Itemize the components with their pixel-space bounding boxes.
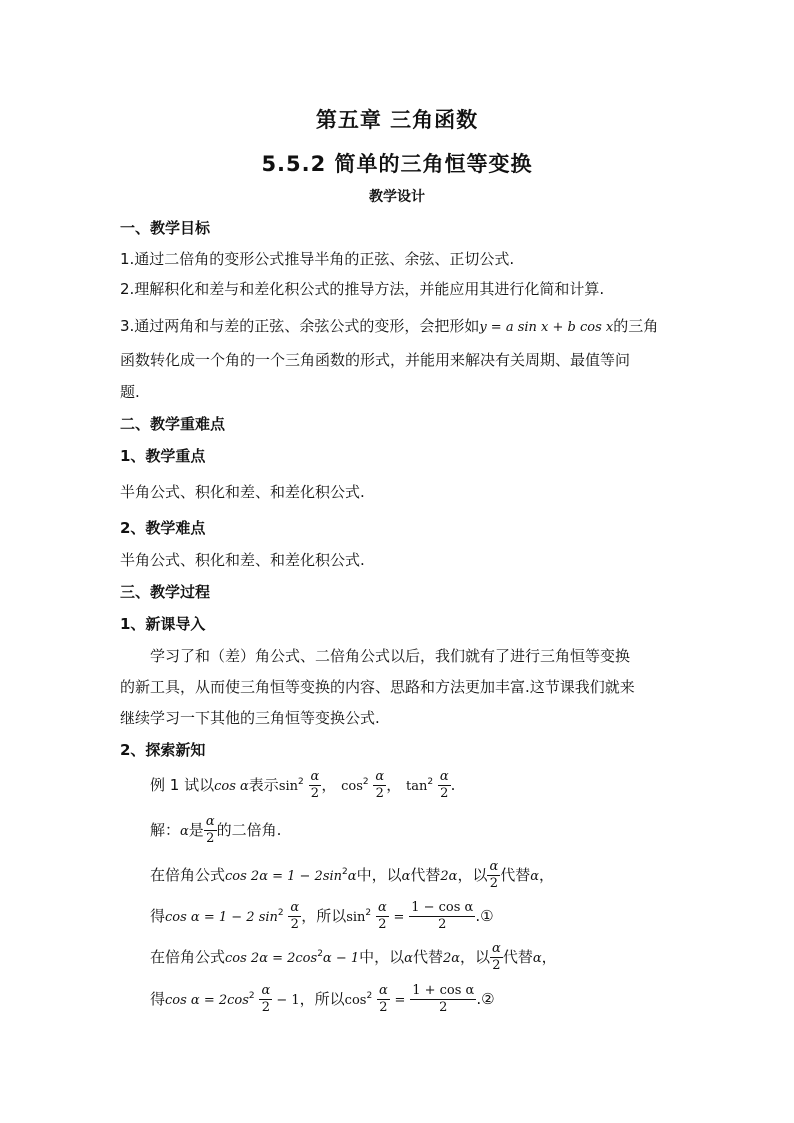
intro-paragraph-line-2: 的新工具，从而使三角恒等变换的内容、思路和方法更加丰富.这节课我们就来	[120, 678, 635, 696]
goal-item-1: 1.通过二倍角的变形公式推导半角的正弦、余弦、正切公式.	[120, 250, 515, 268]
solution-intro: 解：α是 $\frac{\alpha}{2}$ 的二倍角.	[150, 814, 282, 846]
process-heading: 三、教学过程	[120, 583, 211, 601]
fraction-alpha-over-2: $\frac{\alpha}{2}$	[205, 814, 215, 846]
solution-line-2: 得cos α = 1 − 2 $\sin^2$ $\frac{\alpha}{2}$ ，所以$\sin^2$ $\frac{\alpha}{2}$ = $\frac{\text{1 − cos α}}{2}$ .①	[150, 900, 494, 932]
goal-item-3-line-2: 函数转化成一个角的一个三角函数的形式，并能用来解决有关周期、最值等问	[120, 351, 631, 369]
intro-paragraph-line-1: 学习了和（差）角公式、二倍角公式以后，我们就有了进行三角恒等变换	[150, 647, 631, 665]
fraction-alpha-over-2: $\frac{\alpha}{2}$	[439, 769, 449, 801]
key-focus-text: 半角公式、积化和差、和差化积公式.	[120, 483, 365, 501]
fraction-one-minus-cos-over-2: $\frac{\text{1 − cos α}}{2}$	[411, 900, 474, 932]
goal-item-3-line-1: 3.通过两角和与差的正弦、余弦公式的变形，会把形如y = a sin x + b cos x的三角	[120, 317, 659, 335]
formula-linear-combo: y = a sin x + b cos x	[479, 320, 614, 335]
solution-line-1: 在倍角公式$\cos 2\alpha = 1 - 2\sin^2\alpha$中，以α代替2α，以 $\frac{\alpha}{2}$ 代替α，	[150, 859, 555, 891]
goal-item-3-line-3: 题.	[120, 383, 140, 401]
section-title: 5.5.2 简单的三角恒等变换	[261, 152, 533, 176]
intro-paragraph-line-3: 继续学习一下其他的三角恒等变换公式.	[120, 709, 380, 727]
fraction-alpha-over-2: $\frac{\alpha}{2}$	[310, 769, 320, 801]
fraction-alpha-over-2: $\frac{\alpha}{2}$	[492, 941, 501, 973]
solution-line-3: 在倍角公式$\cos 2\alpha = 2\cos^2\alpha - 1$中，以α代替2α，以 $\frac{\alpha}{2}$ 代替α，	[150, 941, 557, 973]
example-1: 例 1 试以cos α表示$\sin^2$ $\frac{\alpha}{2}$ ， $\cos^2$ $\frac{\alpha}{2}$ ， $\tan^2$ $\frac{\alpha}{2}$ .	[150, 769, 456, 801]
solution-line-4: 得$\cos \alpha = 2\cos^2$ $\frac{\alpha}{2}$ − 1，所以$\cos^2$ $\frac{\alpha}{2}$ = $\frac{\text{1 + cos α}}{2}$ .②	[150, 983, 495, 1015]
fraction-alpha-over-2: $\frac{\alpha}{2}$	[377, 900, 387, 932]
chapter-title: 第五章 三角函数	[315, 108, 479, 132]
keypoints-heading: 二、教学重难点	[120, 415, 226, 433]
key-focus-heading: 1、教学重点	[120, 447, 206, 465]
intro-heading: 1、新课导入	[120, 615, 206, 633]
fraction-one-plus-cos-over-2: $\frac{\text{1 + cos α}}{2}$	[412, 983, 475, 1015]
key-difficulty-heading: 2、教学难点	[120, 519, 206, 537]
fraction-alpha-over-2: $\frac{\alpha}{2}$	[378, 983, 388, 1015]
key-difficulty-text: 半角公式、积化和差、和差化积公式.	[120, 551, 365, 569]
document-subtitle: 教学设计	[369, 189, 425, 205]
fraction-alpha-over-2: $\frac{\alpha}{2}$	[375, 769, 385, 801]
fraction-alpha-over-2: $\frac{\alpha}{2}$	[290, 900, 300, 932]
explore-heading: 2、探索新知	[120, 741, 206, 759]
fraction-alpha-over-2: $\frac{\alpha}{2}$	[489, 859, 499, 891]
goal-item-2: 2.理解积化和差与和差化积公式的推导方法，并能应用其进行化简和计算.	[120, 280, 605, 298]
fraction-alpha-over-2: $\frac{\alpha}{2}$	[261, 983, 271, 1015]
goals-heading: 一、教学目标	[120, 219, 211, 237]
